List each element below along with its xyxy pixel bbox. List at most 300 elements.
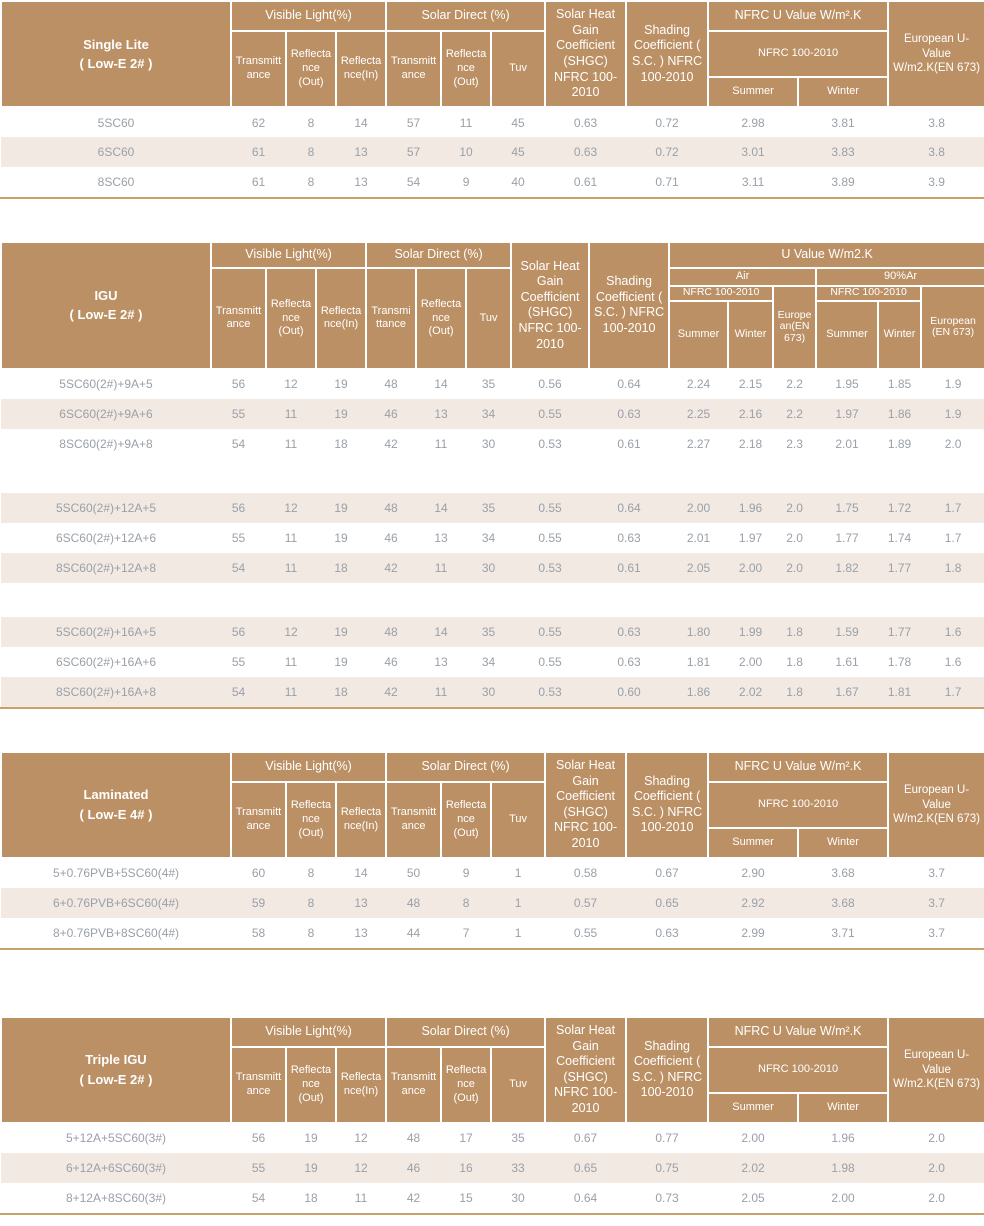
data-cell: 3.68 — [798, 858, 888, 888]
col-group-solar-direct: Solar Direct (%) — [386, 1017, 545, 1047]
data-cell: 0.63 — [626, 918, 708, 948]
col-header-reflectance-out-vl: Reflectance (Out) — [286, 31, 336, 107]
col-header-summer: Summer — [708, 77, 798, 107]
data-cell: 35 — [466, 493, 511, 523]
col-header-tuv: Tuv — [491, 782, 545, 858]
data-cell: 48 — [366, 369, 416, 399]
table-title-igu — [1, 242, 211, 369]
table-row — [1, 553, 984, 583]
table-row — [1, 888, 984, 918]
table-row — [1, 523, 984, 553]
data-cell: 1.81 — [669, 647, 728, 677]
data-cell: 30 — [466, 677, 511, 707]
data-cell: 0.63 — [545, 107, 626, 137]
data-cell: 2.00 — [728, 647, 773, 677]
data-cell: 48 — [366, 493, 416, 523]
data-cell: 62 — [231, 107, 286, 137]
table-title-single-lite — [1, 1, 231, 107]
col-group-visible-light: Visible Light(%) — [231, 1017, 386, 1047]
col-header-winter: Winter — [798, 828, 888, 858]
data-cell: 13 — [336, 918, 386, 948]
data-cell: 19 — [316, 647, 366, 677]
data-cell: 1.81 — [878, 677, 921, 707]
data-cell: 3.9 — [888, 167, 984, 197]
col-header-transmittance-vl: Transmittance — [211, 268, 266, 369]
data-cell: 2.16 — [728, 399, 773, 429]
table-section-triple-igu — [0, 1016, 984, 1215]
data-cell: 19 — [286, 1153, 336, 1183]
data-cell: 13 — [336, 888, 386, 918]
table-row — [1, 677, 984, 707]
data-cell: 1.67 — [816, 677, 878, 707]
col-header-transmittance-sd: Transmittance — [366, 268, 416, 369]
data-cell: 0.55 — [511, 399, 589, 429]
row-label: 6SC60(2#)+12A+6 — [1, 523, 211, 553]
data-cell: 18 — [316, 553, 366, 583]
data-cell: 50 — [386, 858, 441, 888]
data-cell: 1.97 — [728, 523, 773, 553]
table-single-lite — [0, 0, 984, 197]
col-header-reflectance-in-vl: Reflectance(In) — [336, 31, 386, 107]
data-cell: 11 — [416, 677, 466, 707]
data-cell: 2.02 — [708, 1153, 798, 1183]
row-label: 6SC60 — [1, 137, 231, 167]
data-cell: 46 — [366, 399, 416, 429]
data-cell: 45 — [491, 107, 545, 137]
data-cell: 11 — [336, 1183, 386, 1213]
col-group-solar-direct: Solar Direct (%) — [386, 752, 545, 782]
data-cell: 1.74 — [878, 523, 921, 553]
col-header-summer-argon: Summer — [816, 301, 878, 369]
table-title-laminated — [1, 752, 231, 858]
data-cell: 2.0 — [888, 1153, 984, 1183]
table-subtitle-text: ( Low-E 2# ) — [79, 56, 153, 71]
data-cell: 11 — [266, 647, 316, 677]
table-header — [1, 1017, 984, 1123]
col-header-reflectance-out-sd: Reflectance (Out) — [441, 782, 491, 858]
data-cell: 1.7 — [921, 677, 984, 707]
data-cell: 0.72 — [626, 137, 708, 167]
data-cell: 11 — [416, 553, 466, 583]
data-cell: 12 — [266, 493, 316, 523]
group-separator-row — [1, 459, 984, 493]
data-cell: 14 — [336, 858, 386, 888]
data-cell: 0.63 — [589, 399, 669, 429]
data-cell: 1 — [491, 888, 545, 918]
data-cell: 16 — [441, 1153, 491, 1183]
data-cell: 34 — [466, 647, 511, 677]
data-cell: 0.57 — [545, 888, 626, 918]
data-cell: 30 — [466, 553, 511, 583]
data-cell: 15 — [441, 1183, 491, 1213]
data-cell: 10 — [441, 137, 491, 167]
row-label: 8SC60(2#)+16A+8 — [1, 677, 211, 707]
data-cell: 54 — [231, 1183, 286, 1213]
col-header-shgc: Solar Heat Gain Coefficient (SHGC) NFRC 100-2010 — [545, 1017, 626, 1123]
col-header-shgc: Solar Heat Gain Coefficient (SHGC) NFRC 100-2010 — [511, 242, 589, 369]
data-cell: 17 — [441, 1123, 491, 1153]
data-cell: 1.8 — [921, 553, 984, 583]
data-cell: 34 — [466, 399, 511, 429]
data-cell: 0.64 — [545, 1183, 626, 1213]
col-header-nfrc-100-2010-argon: NFRC 100-2010 — [816, 286, 921, 301]
data-cell: 61 — [231, 137, 286, 167]
data-cell: 2.2 — [773, 369, 816, 399]
data-cell: 0.61 — [589, 553, 669, 583]
data-cell: 0.67 — [545, 1123, 626, 1153]
col-header-reflectance-in-vl: Reflectance(In) — [336, 1047, 386, 1123]
data-cell: 3.01 — [708, 137, 798, 167]
data-cell: 0.65 — [545, 1153, 626, 1183]
data-cell: 1.85 — [878, 369, 921, 399]
col-header-winter-argon: Winter — [878, 301, 921, 369]
group-separator-cell — [1, 583, 984, 617]
data-cell: 1.77 — [878, 617, 921, 647]
col-header-nfrc-100-2010: NFRC 100-2010 — [708, 782, 888, 828]
col-header-winter: Winter — [798, 1093, 888, 1123]
col-header-nfrc-100-2010: NFRC 100-2010 — [708, 31, 888, 77]
data-cell: 0.65 — [626, 888, 708, 918]
data-cell: 13 — [336, 137, 386, 167]
data-cell: 11 — [266, 399, 316, 429]
col-header-reflectance-out-sd: Reflectance (Out) — [441, 1047, 491, 1123]
col-header-tuv: Tuv — [466, 268, 511, 369]
row-label: 8SC60 — [1, 167, 231, 197]
data-cell: 2.0 — [888, 1123, 984, 1153]
col-header-summer: Summer — [708, 828, 798, 858]
data-cell: 2.27 — [669, 429, 728, 459]
data-cell: 7 — [441, 918, 491, 948]
data-cell: 3.7 — [888, 918, 984, 948]
table-header — [1, 752, 984, 858]
table-row — [1, 1123, 984, 1153]
table-row — [1, 167, 984, 197]
data-cell: 55 — [211, 523, 266, 553]
data-cell: 3.11 — [708, 167, 798, 197]
data-cell: 0.55 — [545, 918, 626, 948]
col-group-nfrc-u-value: NFRC U Value W/m².K — [708, 752, 888, 782]
data-cell: 35 — [491, 1123, 545, 1153]
data-cell: 0.77 — [626, 1123, 708, 1153]
data-cell: 2.99 — [708, 918, 798, 948]
data-cell: 13 — [336, 167, 386, 197]
col-group-argon: 90%Ar — [816, 268, 984, 286]
col-header-shgc: Solar Heat Gain Coefficient (SHGC) NFRC 100-2010 — [545, 752, 626, 858]
data-cell: 1.59 — [816, 617, 878, 647]
table-row — [1, 858, 984, 888]
col-header-shading-coefficient: Shading Coefficient ( S.C. ) NFRC 100-2010 — [626, 1017, 708, 1123]
data-cell: 1.99 — [728, 617, 773, 647]
data-cell: 14 — [416, 493, 466, 523]
data-cell: 42 — [366, 677, 416, 707]
data-cell: 0.63 — [589, 523, 669, 553]
table-row — [1, 107, 984, 137]
data-cell: 0.63 — [589, 647, 669, 677]
data-cell: 8 — [286, 137, 336, 167]
data-cell: 0.55 — [511, 647, 589, 677]
col-header-reflectance-in-vl: Reflectance(In) — [336, 782, 386, 858]
data-cell: 14 — [416, 617, 466, 647]
col-header-winter: Winter — [798, 77, 888, 107]
data-cell: 55 — [211, 399, 266, 429]
data-cell: 30 — [491, 1183, 545, 1213]
data-cell: 9 — [441, 167, 491, 197]
data-cell: 3.68 — [798, 888, 888, 918]
data-cell: 11 — [266, 553, 316, 583]
data-cell: 0.53 — [511, 677, 589, 707]
data-cell: 2.98 — [708, 107, 798, 137]
col-header-shading-coefficient: Shading Coefficient ( S.C. ) NFRC 100-2010 — [589, 242, 669, 369]
data-cell: 11 — [266, 677, 316, 707]
data-cell: 35 — [466, 369, 511, 399]
table-title-text: IGU — [94, 287, 118, 303]
row-label: 8SC60(2#)+9A+8 — [1, 429, 211, 459]
data-cell: 1 — [491, 918, 545, 948]
data-cell: 60 — [231, 858, 286, 888]
data-cell: 1.80 — [669, 617, 728, 647]
row-label: 6+0.76PVB+6SC60(4#) — [1, 888, 231, 918]
data-cell: 1 — [491, 858, 545, 888]
col-header-nfrc-100-2010-air: NFRC 100-2010 — [669, 286, 773, 301]
table-subtitle-text: ( Low-E 2# ) — [79, 1071, 153, 1087]
data-cell: 1.98 — [798, 1153, 888, 1183]
col-header-european-u-value: European U-Value W/m2.K(EN 673) — [888, 752, 984, 858]
data-cell: 35 — [466, 617, 511, 647]
data-cell: 14 — [336, 107, 386, 137]
data-cell: 1.8 — [773, 647, 816, 677]
data-cell: 1.77 — [816, 523, 878, 553]
data-cell: 2.00 — [669, 493, 728, 523]
data-cell: 33 — [491, 1153, 545, 1183]
data-cell: 1.6 — [921, 617, 984, 647]
data-cell: 2.24 — [669, 369, 728, 399]
data-cell: 8 — [441, 888, 491, 918]
data-cell: 55 — [231, 1153, 286, 1183]
data-cell: 1.6 — [921, 647, 984, 677]
col-header-transmittance-vl: Transmittance — [231, 1047, 286, 1123]
col-group-nfrc-u-value: NFRC U Value W/m².K — [708, 1, 888, 31]
data-cell: 8 — [286, 888, 336, 918]
data-cell: 2.01 — [816, 429, 878, 459]
data-cell: 2.00 — [728, 553, 773, 583]
table-triple-igu — [0, 1016, 984, 1213]
col-header-shading-coefficient: Shading Coefficient ( S.C. ) NFRC 100-2010 — [626, 1, 708, 107]
data-cell: 2.90 — [708, 858, 798, 888]
col-header-transmittance-sd: Transmittance — [386, 31, 441, 107]
data-cell: 1.9 — [921, 399, 984, 429]
data-cell: 42 — [366, 429, 416, 459]
data-cell: 12 — [336, 1153, 386, 1183]
data-cell: 13 — [416, 647, 466, 677]
row-label: 5SC60 — [1, 107, 231, 137]
data-cell: 3.83 — [798, 137, 888, 167]
data-cell: 1.97 — [816, 399, 878, 429]
table-section-igu — [0, 241, 984, 709]
data-cell: 54 — [386, 167, 441, 197]
data-cell: 1.75 — [816, 493, 878, 523]
data-cell: 0.63 — [545, 137, 626, 167]
table-row — [1, 1153, 984, 1183]
row-label: 8+12A+8SC60(3#) — [1, 1183, 231, 1213]
table-body — [1, 1123, 984, 1213]
data-cell: 0.55 — [511, 523, 589, 553]
table-title-text: Laminated — [83, 787, 149, 803]
data-cell: 44 — [386, 918, 441, 948]
table-header — [1, 242, 984, 369]
table-row — [1, 1183, 984, 1213]
data-cell: 56 — [211, 493, 266, 523]
data-cell: 46 — [366, 523, 416, 553]
data-cell: 0.63 — [589, 617, 669, 647]
table-section-single-lite — [0, 0, 984, 199]
data-cell: 55 — [211, 647, 266, 677]
group-separator-row — [1, 583, 984, 617]
data-cell: 42 — [366, 553, 416, 583]
data-cell: 0.53 — [511, 429, 589, 459]
table-laminated — [0, 751, 984, 948]
data-cell: 1.82 — [816, 553, 878, 583]
col-header-tuv: Tuv — [491, 1047, 545, 1123]
data-cell: 0.55 — [511, 617, 589, 647]
data-cell: 34 — [466, 523, 511, 553]
table-body — [1, 107, 984, 197]
data-cell: 1.96 — [728, 493, 773, 523]
table-row — [1, 429, 984, 459]
col-group-nfrc-u-value: NFRC U Value W/m².K — [708, 1017, 888, 1047]
data-cell: 0.71 — [626, 167, 708, 197]
table-section-laminated — [0, 751, 984, 950]
table-title-triple-igu — [1, 1017, 231, 1123]
table-row — [1, 617, 984, 647]
data-cell: 0.67 — [626, 858, 708, 888]
data-cell: 2.18 — [728, 429, 773, 459]
data-cell: 1.8 — [773, 677, 816, 707]
data-cell: 1.9 — [921, 369, 984, 399]
data-cell: 0.53 — [511, 553, 589, 583]
table-igu — [0, 241, 984, 707]
col-header-transmittance-sd: Transmittance — [386, 1047, 441, 1123]
col-header-shading-coefficient: Shading Coefficient ( S.C. ) NFRC 100-2010 — [626, 752, 708, 858]
data-cell: 0.75 — [626, 1153, 708, 1183]
col-group-solar-direct: Solar Direct (%) — [386, 1, 545, 31]
data-cell: 2.05 — [708, 1183, 798, 1213]
col-header-winter-air: Winter — [728, 301, 773, 369]
data-cell: 1.72 — [878, 493, 921, 523]
col-header-shgc: Solar Heat Gain Coefficient (SHGC) NFRC 100-2010 — [545, 1, 626, 107]
row-label: 6SC60(2#)+9A+6 — [1, 399, 211, 429]
col-header-european-air: European(EN 673) — [773, 286, 816, 369]
col-group-visible-light: Visible Light(%) — [211, 242, 366, 268]
data-cell: 3.8 — [888, 137, 984, 167]
data-cell: 46 — [366, 647, 416, 677]
data-cell: 2.00 — [798, 1183, 888, 1213]
data-cell: 40 — [491, 167, 545, 197]
table-row — [1, 137, 984, 167]
table-row — [1, 493, 984, 523]
table-row — [1, 918, 984, 948]
col-header-summer-air: Summer — [669, 301, 728, 369]
col-header-reflectance-out-vl: Reflectance (Out) — [286, 782, 336, 858]
data-cell: 11 — [266, 523, 316, 553]
data-cell: 8 — [286, 858, 336, 888]
col-header-reflectance-out-vl: Reflectance (Out) — [286, 1047, 336, 1123]
col-header-reflectance-out-sd: Reflectance (Out) — [416, 268, 466, 369]
data-cell: 0.64 — [589, 369, 669, 399]
data-cell: 12 — [336, 1123, 386, 1153]
data-cell: 19 — [316, 399, 366, 429]
data-cell: 54 — [211, 553, 266, 583]
data-cell: 1.95 — [816, 369, 878, 399]
data-cell: 12 — [266, 617, 316, 647]
group-separator-cell — [1, 459, 984, 493]
col-header-european-u-value: European U-Value W/m2.K(EN 673) — [888, 1, 984, 107]
data-cell: 1.89 — [878, 429, 921, 459]
table-title-text: Triple IGU — [85, 1052, 147, 1068]
table-row — [1, 399, 984, 429]
data-cell: 59 — [231, 888, 286, 918]
data-cell: 18 — [316, 429, 366, 459]
data-cell: 2.15 — [728, 369, 773, 399]
data-cell: 0.72 — [626, 107, 708, 137]
data-cell: 48 — [386, 888, 441, 918]
data-cell: 2.0 — [773, 523, 816, 553]
data-cell: 2.02 — [728, 677, 773, 707]
data-cell: 1.96 — [798, 1123, 888, 1153]
data-cell: 2.0 — [921, 429, 984, 459]
row-label: 5SC60(2#)+16A+5 — [1, 617, 211, 647]
col-header-transmittance-vl: Transmittance — [231, 31, 286, 107]
data-cell: 19 — [286, 1123, 336, 1153]
col-group-air: Air — [669, 268, 816, 286]
row-label: 8+0.76PVB+8SC60(4#) — [1, 918, 231, 948]
data-cell: 3.7 — [888, 888, 984, 918]
data-cell: 1.7 — [921, 493, 984, 523]
data-cell: 46 — [386, 1153, 441, 1183]
data-cell: 18 — [316, 677, 366, 707]
data-cell: 1.86 — [669, 677, 728, 707]
row-label: 6+12A+6SC60(3#) — [1, 1153, 231, 1183]
col-header-transmittance-sd: Transmittance — [386, 782, 441, 858]
data-cell: 2.0 — [773, 553, 816, 583]
data-cell: 3.71 — [798, 918, 888, 948]
data-cell: 56 — [231, 1123, 286, 1153]
col-header-tuv: Tuv — [491, 31, 545, 107]
row-label: 5+0.76PVB+5SC60(4#) — [1, 858, 231, 888]
table-title-text: Single Lite — [83, 36, 149, 52]
data-cell: 11 — [416, 429, 466, 459]
data-cell: 13 — [416, 523, 466, 553]
data-cell: 0.55 — [511, 493, 589, 523]
data-cell: 0.73 — [626, 1183, 708, 1213]
data-cell: 54 — [211, 429, 266, 459]
data-cell: 56 — [211, 369, 266, 399]
row-label: 5SC60(2#)+9A+5 — [1, 369, 211, 399]
data-cell: 0.58 — [545, 858, 626, 888]
data-cell: 0.56 — [511, 369, 589, 399]
data-cell: 9 — [441, 858, 491, 888]
data-cell: 18 — [286, 1183, 336, 1213]
data-cell: 61 — [231, 167, 286, 197]
row-label: 8SC60(2#)+12A+8 — [1, 553, 211, 583]
data-cell: 3.81 — [798, 107, 888, 137]
table-body — [1, 369, 984, 707]
table-subtitle-text: ( Low-E 2# ) — [69, 307, 143, 323]
data-cell: 12 — [266, 369, 316, 399]
data-cell: 2.0 — [888, 1183, 984, 1213]
col-header-reflectance-in-vl: Reflectance(In) — [316, 268, 366, 369]
col-header-european-u-value: European U-Value W/m2.K(EN 673) — [888, 1017, 984, 1123]
data-cell: 11 — [266, 429, 316, 459]
